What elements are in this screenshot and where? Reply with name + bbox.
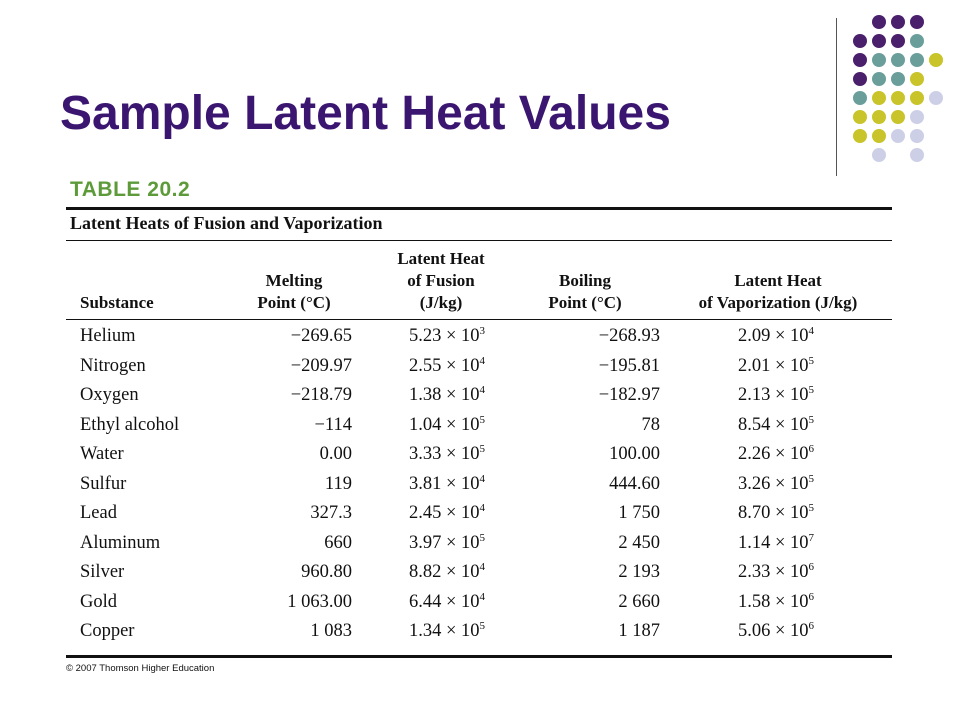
substance-cell	[66, 322, 252, 352]
cell-value: 2 450	[618, 532, 660, 553]
cell-value: 1.34 × 10	[408, 621, 480, 642]
table-row	[66, 617, 892, 647]
cell-value: 444.60	[609, 473, 660, 494]
melting-point-cell	[252, 499, 352, 529]
substance-cell	[66, 588, 252, 618]
melting-point-cell	[252, 588, 352, 618]
latent-heat-vaporization-cell	[660, 411, 892, 441]
table-row	[66, 352, 892, 382]
table-row	[66, 529, 892, 559]
latent-heat-vaporization-cell	[660, 352, 892, 382]
latent-heat-vaporization-cell	[660, 470, 892, 500]
header-boiling-point: Boiling Point (°C)	[548, 271, 622, 312]
exponent: 5	[479, 620, 486, 633]
header-melting-point: Melting Point (°C)	[257, 271, 331, 312]
cell-value: 8.70 × 10	[737, 503, 809, 524]
exponent: 5	[808, 502, 815, 515]
substance-cell	[66, 499, 252, 529]
cell-value: 3.33 × 10	[408, 444, 480, 465]
table-bottom-rule	[66, 655, 892, 658]
exponent: 4	[808, 325, 815, 338]
cell-value: Helium	[80, 326, 136, 347]
substance-cell	[66, 352, 252, 382]
cell-value: Aluminum	[80, 532, 161, 553]
melting-point-cell	[252, 411, 352, 441]
cell-value: 1.04 × 10	[408, 414, 480, 435]
decorative-dot	[872, 34, 886, 48]
table-caption: Latent Heats of Fusion and Vaporization	[70, 213, 383, 233]
cell-value: Oxygen	[80, 385, 139, 406]
latent-heat-fusion-cell	[352, 529, 542, 559]
latent-heat-fusion-cell	[352, 352, 542, 382]
cell-value: Gold	[80, 591, 117, 612]
decorative-dot	[910, 15, 924, 29]
cell-value: 660	[324, 532, 352, 553]
boiling-point-cell	[542, 440, 660, 470]
decorative-dot	[853, 129, 867, 143]
boiling-point-cell	[542, 381, 660, 411]
exponent: 5	[808, 472, 815, 485]
table-row	[66, 381, 892, 411]
latent-heat-table	[66, 322, 892, 647]
decorative-dot	[853, 72, 867, 86]
decorative-dot	[910, 72, 924, 86]
cell-value: 2.01 × 10	[737, 355, 809, 376]
latent-heat-vaporization-cell	[660, 440, 892, 470]
cell-value: 2.55 × 10	[408, 355, 480, 376]
exponent: 5	[479, 531, 486, 544]
cell-value: 1 063.00	[287, 591, 352, 612]
slide-title: Sample Latent Heat Values	[60, 87, 671, 140]
melting-point-cell	[252, 322, 352, 352]
title-divider	[836, 18, 837, 176]
cell-value: 2 660	[618, 591, 660, 612]
cell-value: Ethyl alcohol	[80, 414, 180, 435]
cell-value: Lead	[80, 503, 117, 524]
cell-value: 3.97 × 10	[408, 532, 480, 553]
cell-value: 2 193	[618, 562, 660, 583]
melting-point-cell	[252, 558, 352, 588]
melting-point-cell	[252, 617, 352, 647]
decorative-dot	[872, 148, 886, 162]
substance-cell	[66, 381, 252, 411]
substance-cell	[66, 617, 252, 647]
decorative-dot	[891, 129, 905, 143]
exponent: 6	[808, 620, 815, 633]
latent-heat-fusion-cell	[352, 411, 542, 441]
latent-heat-vaporization-cell	[660, 381, 892, 411]
exponent: 5	[479, 443, 486, 456]
decorative-dot	[853, 34, 867, 48]
cell-value: −195.81	[598, 355, 660, 376]
header-latent-heat-fusion: Latent Heat of Fusion (J/kg)	[397, 249, 485, 312]
latent-heat-fusion-cell	[352, 588, 542, 618]
exponent: 3	[479, 325, 486, 338]
latent-heat-fusion-cell	[352, 470, 542, 500]
cell-value: −269.65	[290, 326, 352, 347]
cell-value: −218.79	[290, 385, 352, 406]
latent-heat-fusion-cell	[352, 499, 542, 529]
cell-value: 2.26 × 10	[737, 444, 809, 465]
substance-cell	[66, 470, 252, 500]
decorative-dot	[929, 91, 943, 105]
header-rule	[66, 319, 892, 320]
exponent: 7	[808, 531, 815, 544]
cell-value: 2.13 × 10	[737, 385, 809, 406]
cell-value: 327.3	[310, 503, 352, 524]
exponent: 6	[808, 561, 815, 574]
cell-value: 3.26 × 10	[737, 473, 809, 494]
exponent: 5	[808, 384, 815, 397]
decorative-dot	[891, 15, 905, 29]
exponent: 4	[479, 384, 486, 397]
latent-heat-vaporization-cell	[660, 499, 892, 529]
melting-point-cell	[252, 529, 352, 559]
table-row	[66, 322, 892, 352]
cell-value: 3.81 × 10	[408, 473, 480, 494]
exponent: 6	[808, 443, 815, 456]
copyright-notice: © 2007 Thomson Higher Education	[66, 663, 215, 674]
cell-value: 8.54 × 10	[737, 414, 809, 435]
table-row	[66, 411, 892, 441]
exponent: 4	[479, 502, 486, 515]
boiling-point-cell	[542, 588, 660, 618]
latent-heat-vaporization-cell	[660, 617, 892, 647]
cell-value: Silver	[80, 562, 125, 583]
cell-value: Water	[80, 444, 124, 465]
exponent: 4	[479, 472, 486, 485]
cell-value: 2.45 × 10	[408, 503, 480, 524]
decorative-dot	[872, 72, 886, 86]
decorative-dot	[929, 53, 943, 67]
cell-value: 100.00	[609, 444, 660, 465]
decorative-dot	[891, 34, 905, 48]
cell-value: 8.82 × 10	[408, 562, 480, 583]
melting-point-cell	[252, 352, 352, 382]
cell-value: 2.33 × 10	[737, 562, 809, 583]
exponent: 5	[808, 354, 815, 367]
cell-value: 1.38 × 10	[408, 385, 480, 406]
header-latent-heat-vaporization: Latent Heat of Vaporization (J/kg)	[698, 271, 858, 312]
table-row	[66, 470, 892, 500]
cell-value: 5.06 × 10	[737, 621, 809, 642]
exponent: 5	[479, 413, 486, 426]
exponent: 5	[808, 413, 815, 426]
cell-value: 1 750	[618, 503, 660, 524]
cell-value: Sulfur	[80, 473, 127, 494]
cell-value: −114	[314, 414, 352, 435]
exponent: 4	[479, 354, 486, 367]
latent-heat-fusion-cell	[352, 617, 542, 647]
melting-point-cell	[252, 381, 352, 411]
substance-cell	[66, 440, 252, 470]
decorative-dot	[853, 53, 867, 67]
boiling-point-cell	[542, 617, 660, 647]
decorative-dot	[910, 53, 924, 67]
cell-value: −182.97	[598, 385, 660, 406]
exponent: 4	[479, 561, 486, 574]
decorative-dot	[872, 110, 886, 124]
decorative-dot	[910, 129, 924, 143]
cell-value: 1 187	[618, 621, 660, 642]
decorative-dot	[872, 129, 886, 143]
boiling-point-cell	[542, 499, 660, 529]
substance-cell	[66, 558, 252, 588]
table-number-label: TABLE 20.2	[70, 178, 191, 201]
table-row	[66, 440, 892, 470]
latent-heat-vaporization-cell	[660, 588, 892, 618]
table-row	[66, 558, 892, 588]
cell-value: 1.58 × 10	[737, 591, 809, 612]
latent-heat-fusion-cell	[352, 558, 542, 588]
decorative-dot	[891, 110, 905, 124]
header-substance: Substance	[80, 293, 154, 312]
latent-heat-vaporization-cell	[660, 529, 892, 559]
cell-value: −209.97	[290, 355, 352, 376]
boiling-point-cell	[542, 411, 660, 441]
cell-value: 1.14 × 10	[737, 532, 809, 553]
decorative-dot	[891, 72, 905, 86]
boiling-point-cell	[542, 529, 660, 559]
decorative-dot	[853, 110, 867, 124]
cell-value: 5.23 × 10	[408, 326, 480, 347]
decorative-dot	[872, 53, 886, 67]
exponent: 6	[808, 590, 815, 603]
table-top-rule	[66, 207, 892, 210]
decorative-dot	[910, 148, 924, 162]
decorative-dot	[910, 34, 924, 48]
latent-heat-fusion-cell	[352, 440, 542, 470]
decorative-dot	[853, 91, 867, 105]
cell-value: 6.44 × 10	[408, 591, 480, 612]
decorative-dot	[872, 91, 886, 105]
boiling-point-cell	[542, 352, 660, 382]
cell-value: −268.93	[598, 326, 660, 347]
latent-heat-vaporization-cell	[660, 322, 892, 352]
decorative-dot	[891, 91, 905, 105]
table-row	[66, 588, 892, 618]
latent-heat-vaporization-cell	[660, 558, 892, 588]
substance-cell	[66, 411, 252, 441]
substance-cell	[66, 529, 252, 559]
cell-value: 1 083	[310, 621, 352, 642]
boiling-point-cell	[542, 558, 660, 588]
caption-rule	[66, 240, 892, 241]
cell-value: Copper	[80, 621, 135, 642]
latent-heat-fusion-cell	[352, 381, 542, 411]
latent-heat-fusion-cell	[352, 322, 542, 352]
cell-value: 960.80	[301, 562, 352, 583]
decorative-dot	[872, 15, 886, 29]
melting-point-cell	[252, 440, 352, 470]
decorative-dot	[910, 91, 924, 105]
table-row	[66, 499, 892, 529]
decorative-dot	[891, 53, 905, 67]
exponent: 4	[479, 590, 486, 603]
boiling-point-cell	[542, 322, 660, 352]
melting-point-cell	[252, 470, 352, 500]
cell-value: 0.00	[319, 444, 352, 465]
cell-value: 78	[641, 414, 660, 435]
cell-value: 2.09 × 10	[737, 326, 809, 347]
boiling-point-cell	[542, 470, 660, 500]
decorative-dot	[910, 110, 924, 124]
cell-value: 119	[324, 473, 352, 494]
cell-value: Nitrogen	[80, 355, 146, 376]
